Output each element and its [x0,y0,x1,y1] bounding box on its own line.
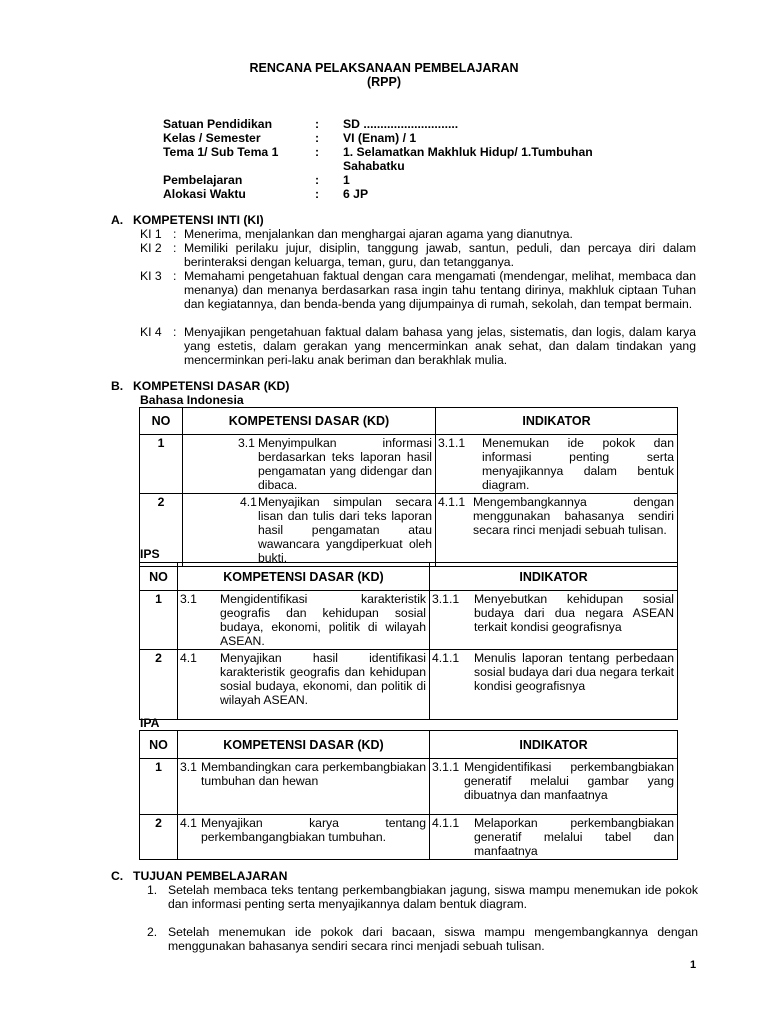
goal-number: 2. [147,925,158,939]
section-letter: B. [111,379,124,393]
table-header-row [140,731,678,759]
indikator-text: Mengidentifikasi perkembangbiakan generatif melalui gambar yang dibuatnya dan manfaatnya [464,760,674,802]
kd-number: 3.1 [180,592,197,606]
section-letter: A. [111,213,124,227]
identity-row-school [163,117,643,131]
header-kd: KOMPETENSI DASAR (KD) [178,731,430,759]
kd-cell [178,815,430,860]
table-row [140,591,678,650]
indikator-number: 4.1.1 [432,651,460,665]
table-row [140,759,678,815]
indikator-number: 4.1.1 [432,816,460,830]
kd-text: Mengidentifikasi karakteristik geografis dan kehidupan sosial budaya, ekonomi, politik di wilayah ASEAN. [220,592,426,648]
identity-colon: : [315,187,320,201]
header-no: NO [140,731,178,759]
section-b-heading [111,379,289,393]
indikator-cell [430,759,678,815]
ki-text: Memahami pengetahuan faktual dengan cara mengamati (mendengar, melihat, membaca dan menanya) dan menanya berdasarkan rasa ingin tahu tentang dirinya, makhluk ciptaan Tuhan dan kegiatannya, dan benda-benda yang dijumpainya di rumah, sekolah, dan tempat bermain. [184,269,696,311]
header-kd: KOMPETENSI DASAR (KD) [178,563,430,591]
identity-label: Kelas / Semester [163,131,261,145]
identity-value [343,145,643,173]
ki-colon: : [173,325,177,339]
indikator-text: Menyebutkan kehidupan sosial budaya dari dua negara ASEAN terkait kondisi geografisnya [474,592,674,634]
header-indikator: INDIKATOR [430,731,678,759]
goal-item-2 [147,925,698,953]
indikator-number: 3.1.1 [438,436,466,450]
identity-value: SD ............................ [343,117,459,131]
kd-number: 4.1 [180,651,197,665]
goal-text: Setelah membaca teks tentang perkembangbiakan jagung, siswa mampu menemukan ide pokok dan informasi penting serta menyajikannya dalam bentuk diagram. [168,883,698,911]
identity-colon: : [315,145,320,159]
indikator-text: Menulis laporan tentang perbedaan sosial budaya dari dua negara terkait kondisi geografisnya [474,651,674,693]
row-number: 1 [140,435,183,494]
indikator-cell [430,591,678,650]
ki-code: KI 1 [140,227,162,241]
header-indikator: INDIKATOR [436,408,678,435]
indikator-cell [436,435,678,494]
section-title: KOMPETENSI INTI (KI) [133,213,264,227]
ki-item-3 [140,269,696,311]
identity-row-time [163,187,643,201]
kd-text: Menyajikan karya tentang perkembangangbiakan tumbuhan. [201,816,426,844]
identity-value: 1 [343,173,350,187]
header-indikator: INDIKATOR [430,563,678,591]
indikator-text: Mengembangkannya dengan menggunakan bahasanya sendiri secara rinci menjadi sebuah tulisan. [473,495,674,537]
subject-label-ips: IPS [140,547,160,561]
ki-colon: : [173,241,177,255]
section-a-heading [111,213,264,227]
goal-text: Setelah menemukan ide pokok dari bacaan, siswa mampu mengembangkannya dengan menggunakan bahasanya sendiri secara rinci menjadi sebuah tulisan. [168,925,698,953]
identity-value-line2: Sahabatku [343,159,405,173]
table-header-row [140,408,678,435]
kd-cell [183,494,436,567]
kd-number: 3.1 [180,760,197,774]
kd-text: Membandingkan cara perkembangbiakan tumbuhan dan hewan [201,760,426,788]
indikator-cell [430,815,678,860]
ki-colon: : [173,227,177,241]
kd-number: 4.1 [180,816,197,830]
identity-label: Alokasi Waktu [163,187,246,201]
row-number: 2 [140,494,183,567]
page-number: 1 [690,959,697,971]
table-row [140,435,678,494]
document-title: RENCANA PELAKSANAAN PEMBELAJARAN [249,61,519,75]
identity-colon: : [315,173,320,187]
ki-text: Memiliki perilaku jujur, disiplin, tanggung jawab, santun, peduli, dan percaya diri dalam berinteraksi dengan keluarga, teman, guru, dan tetangganya. [184,241,696,269]
ki-code: KI 3 [140,269,162,283]
header-no: NO [140,563,178,591]
kd-number: 4.1 [240,495,257,509]
identity-value: 6 JP [343,187,369,201]
identity-row-lesson [163,173,643,187]
identity-value-line1: 1. Selamatkan Makhluk Hidup/ 1.Tumbuhan [343,145,593,159]
ki-text: Menerima, menjalankan dan menghargai ajaran agama yang dianutnya. [184,227,573,241]
indikator-text: Melaporkan perkembangbiakan generatif melalui tabel dan manfaatnya [474,816,674,858]
identity-row-theme [163,145,643,173]
kd-cell [178,591,430,650]
indikator-text: Menemukan ide pokok dan informasi penting serta menyajikannya dalam bentuk diagram. [482,436,674,492]
row-number: 1 [140,759,178,815]
identity-label: Pembelajaran [163,173,243,187]
indikator-number: 4.1.1 [438,495,466,509]
identity-colon: : [315,117,320,131]
ki-item-1 [140,227,696,241]
kd-number: 3.1 [238,436,255,450]
kd-cell [183,435,436,494]
ki-item-2 [140,241,696,269]
indikator-number: 3.1.1 [432,592,460,606]
kd-text: Menyajikan simpulan secara lisan dan tulis dari teks laporan hasil pengamatan atau wawancara yangdiperkuat oleh bukti. [258,495,432,565]
indikator-cell [436,494,678,567]
kd-table-ips [139,562,678,720]
identity-row-class [163,131,643,145]
indikator-number: 3.1.1 [432,760,460,774]
kd-text [183,436,432,492]
row-number: 2 [140,650,178,720]
kd-text: Menyajikan hasil identifikasi karakteristik geografis dan kehidupan sosial budaya, ekonomi, dan politik di wilayah ASEAN. [220,651,426,707]
subject-label-bahasa: Bahasa Indonesia [140,393,244,407]
subject-label-ipa: IPA [140,716,160,730]
section-title: KOMPETENSI DASAR (KD) [133,379,290,393]
kd-cell [178,650,430,720]
identity-colon: : [315,131,320,145]
section-letter: C. [111,869,124,883]
goal-item-1 [147,883,698,911]
kd-cell [178,759,430,815]
ki-item-4 [140,325,696,367]
table-row [140,815,678,860]
indikator-cell [430,650,678,720]
kd-table-bahasa [139,407,678,567]
table-header-row [140,563,678,591]
section-c-heading [111,869,287,883]
ki-colon: : [173,269,177,283]
table-row [140,650,678,720]
identity-value: VI (Enam) / 1 [343,131,417,145]
kd-table-ipa [139,730,678,860]
header-kd: KOMPETENSI DASAR (KD) [183,408,436,435]
header-no: NO [140,408,183,435]
ki-code: KI 2 [140,241,162,255]
document-subtitle: (RPP) [366,75,402,89]
section-title: TUJUAN PEMBELAJARAN [133,869,288,883]
ki-text: Menyajikan pengetahuan faktual dalam bahasa yang jelas, sistematis, dan logis, dalam karya yang estetis, dalam gerakan yang mencerminkan anak sehat, dan dalam tindakan yang mencerminkan peri-laku anak beriman dan berakhlak mulia. [184,325,696,367]
row-number: 1 [140,591,178,650]
kd-text-content: Menyimpulkan informasi berdasarkan teks laporan hasil pengamatan yang didengar dan dibaca. [258,436,432,492]
identity-label: Satuan Pendidikan [163,117,273,131]
table-row [140,494,678,567]
identity-label: Tema 1/ Sub Tema 1 [163,145,279,159]
goal-number: 1. [147,883,158,897]
row-number: 2 [140,815,178,860]
ki-code: KI 4 [140,325,162,339]
